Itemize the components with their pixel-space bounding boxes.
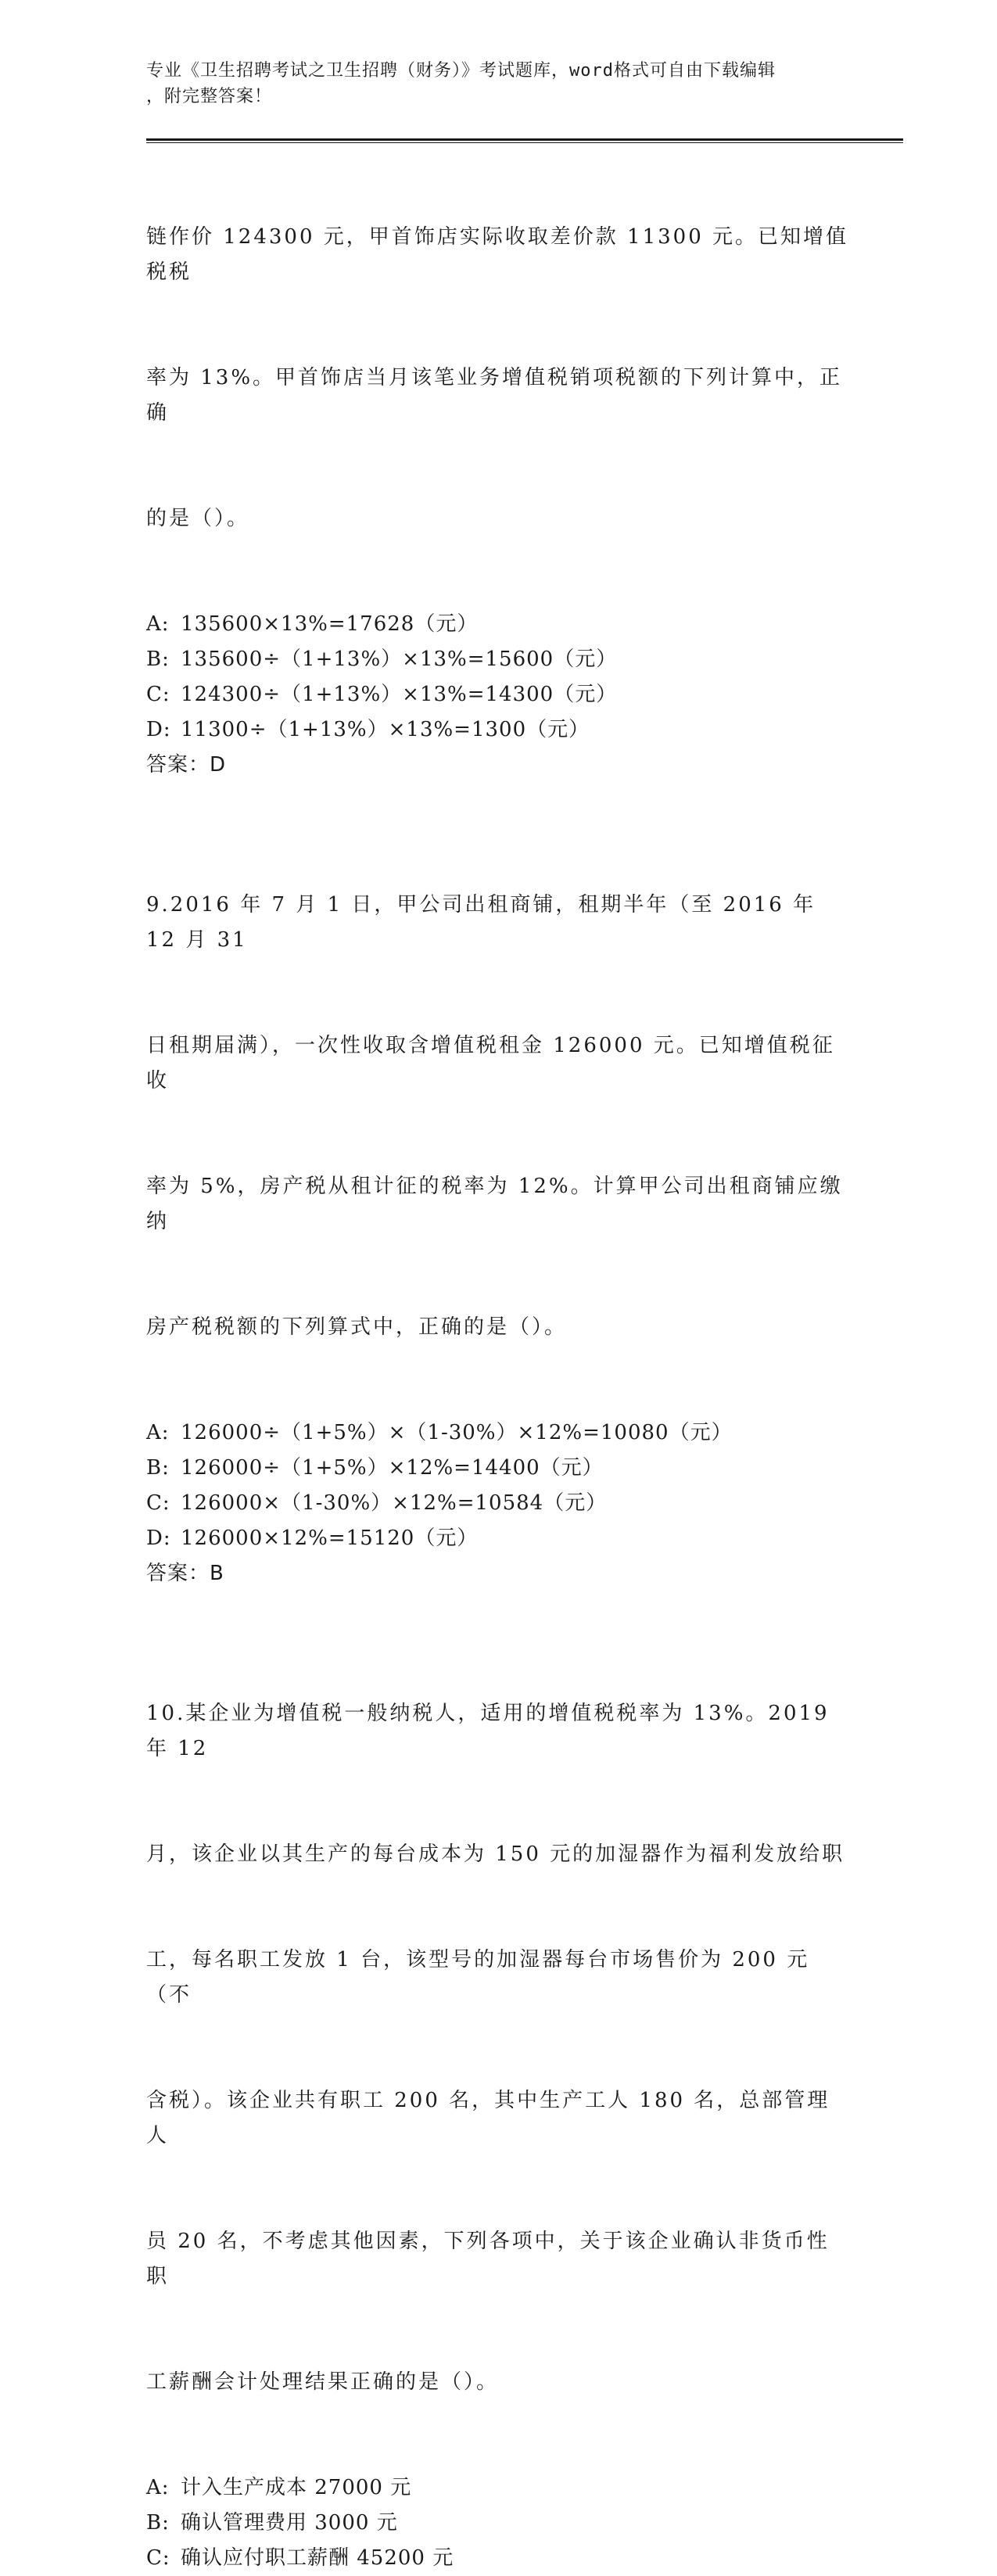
question-list <box>146 149 850 2576</box>
option-key: B: <box>146 2511 170 2535</box>
option-key: C: <box>146 683 170 706</box>
page-header <box>146 58 834 109</box>
option-text: 确认管理费用 3000 元 <box>181 2511 398 2535</box>
stem-line: 链作价 124300 元，甲首饰店实际收取差价款 11300 元。已知增值税税 <box>146 225 849 284</box>
option-d <box>146 1521 850 1556</box>
answer-line: 答案：D <box>146 753 227 777</box>
option-key: B: <box>146 648 170 671</box>
stem-line: 房产税税额的下列算式中，正确的是（）。 <box>146 1315 568 1339</box>
stem-line: 含税）。该企业共有职工 200 名，其中生产工人 180 名，总部管理人 <box>146 2089 830 2147</box>
option-text: 126000÷（1+5%）×（1-30%）×12%=10080（元） <box>181 1421 733 1444</box>
option-text: 135600×13%=17628（元） <box>181 612 479 636</box>
option-c <box>146 1486 850 1521</box>
option-text: 计入生产成本 27000 元 <box>181 2476 412 2499</box>
option-key: C: <box>146 1491 170 1515</box>
stem-line: 日租期届满），一次性收取含增值税租金 126000 元。已知增值税征收 <box>146 1034 835 1092</box>
option-a <box>146 1415 850 1451</box>
option-c <box>146 2541 850 2576</box>
option-text: 11300÷（1+13%）×13%=1300（元） <box>181 718 590 741</box>
stem-line: 10.某企业为增值税一般纳税人，适用的增值税税率为 13%。2019 年 12 <box>146 1702 838 1760</box>
header-title-line-2: ，附完整答案！ <box>146 87 273 106</box>
question-item <box>146 149 850 783</box>
option-key: B: <box>146 1456 170 1480</box>
option-text: 124300÷（1+13%）×13%=14300（元） <box>181 683 618 706</box>
stem-line: 工，每名职工发放 1 台，该型号的加湿器每台市场售价为 200 元（不 <box>146 1948 810 2007</box>
option-b <box>146 642 850 677</box>
question-stem <box>146 1626 850 2470</box>
option-key: A: <box>146 612 170 636</box>
header-rule-thin <box>146 142 903 143</box>
header-rule-thick <box>146 138 903 141</box>
option-text: 126000×12%=15120（元） <box>181 1527 479 1550</box>
option-b <box>146 2506 850 2541</box>
stem-line: 9.2016 年 7 月 1 日，甲公司出租商铺，租期半年（至 2016 年 12 月 31 <box>146 893 825 952</box>
question-item <box>146 817 850 1591</box>
stem-line: 员 20 名，不考虑其他因素，下列各项中，关于该企业确认非货币性职 <box>146 2230 830 2288</box>
option-d <box>146 712 850 748</box>
stem-line: 的是（）。 <box>146 507 250 530</box>
option-c <box>146 677 850 712</box>
option-key: D: <box>146 718 171 741</box>
stem-line: 率为 13%。甲首饰店当月该笔业务增值税销项税额的下列计算中，正确 <box>146 366 843 425</box>
option-text: 135600÷（1+13%）×13%=15600（元） <box>181 648 618 671</box>
option-a <box>146 607 850 642</box>
stem-line: 率为 5%，房产税从租计征的税率为 12%。计算甲公司出租商铺应缴纳 <box>146 1175 843 1233</box>
option-text: 确认应付职工薪酬 45200 元 <box>181 2546 454 2570</box>
stem-line: 月，该企业以其生产的每台成本为 150 元的加湿器作为福利发放给职 <box>146 1842 845 1866</box>
option-key: A: <box>146 2476 170 2499</box>
option-b <box>146 1451 850 1486</box>
option-text: 126000÷（1+5%）×12%=14400（元） <box>181 1456 604 1480</box>
question-stem <box>146 149 850 607</box>
option-key: A: <box>146 1421 170 1444</box>
option-text: 126000×（1-30%）×12%=10584（元） <box>181 1491 608 1515</box>
header-title-line-1: 专业《卫生招聘考试之卫生招聘（财务）》考试题库，word格式可自由下载编辑 <box>146 61 776 81</box>
question-stem <box>146 817 850 1415</box>
question-item <box>146 1626 850 2576</box>
option-a <box>146 2470 850 2506</box>
option-key: D: <box>146 1527 171 1550</box>
answer-line: 答案：B <box>146 1562 224 1585</box>
option-key: C: <box>146 2546 170 2570</box>
stem-line: 工薪酬会计处理结果正确的是（）。 <box>146 2370 500 2394</box>
